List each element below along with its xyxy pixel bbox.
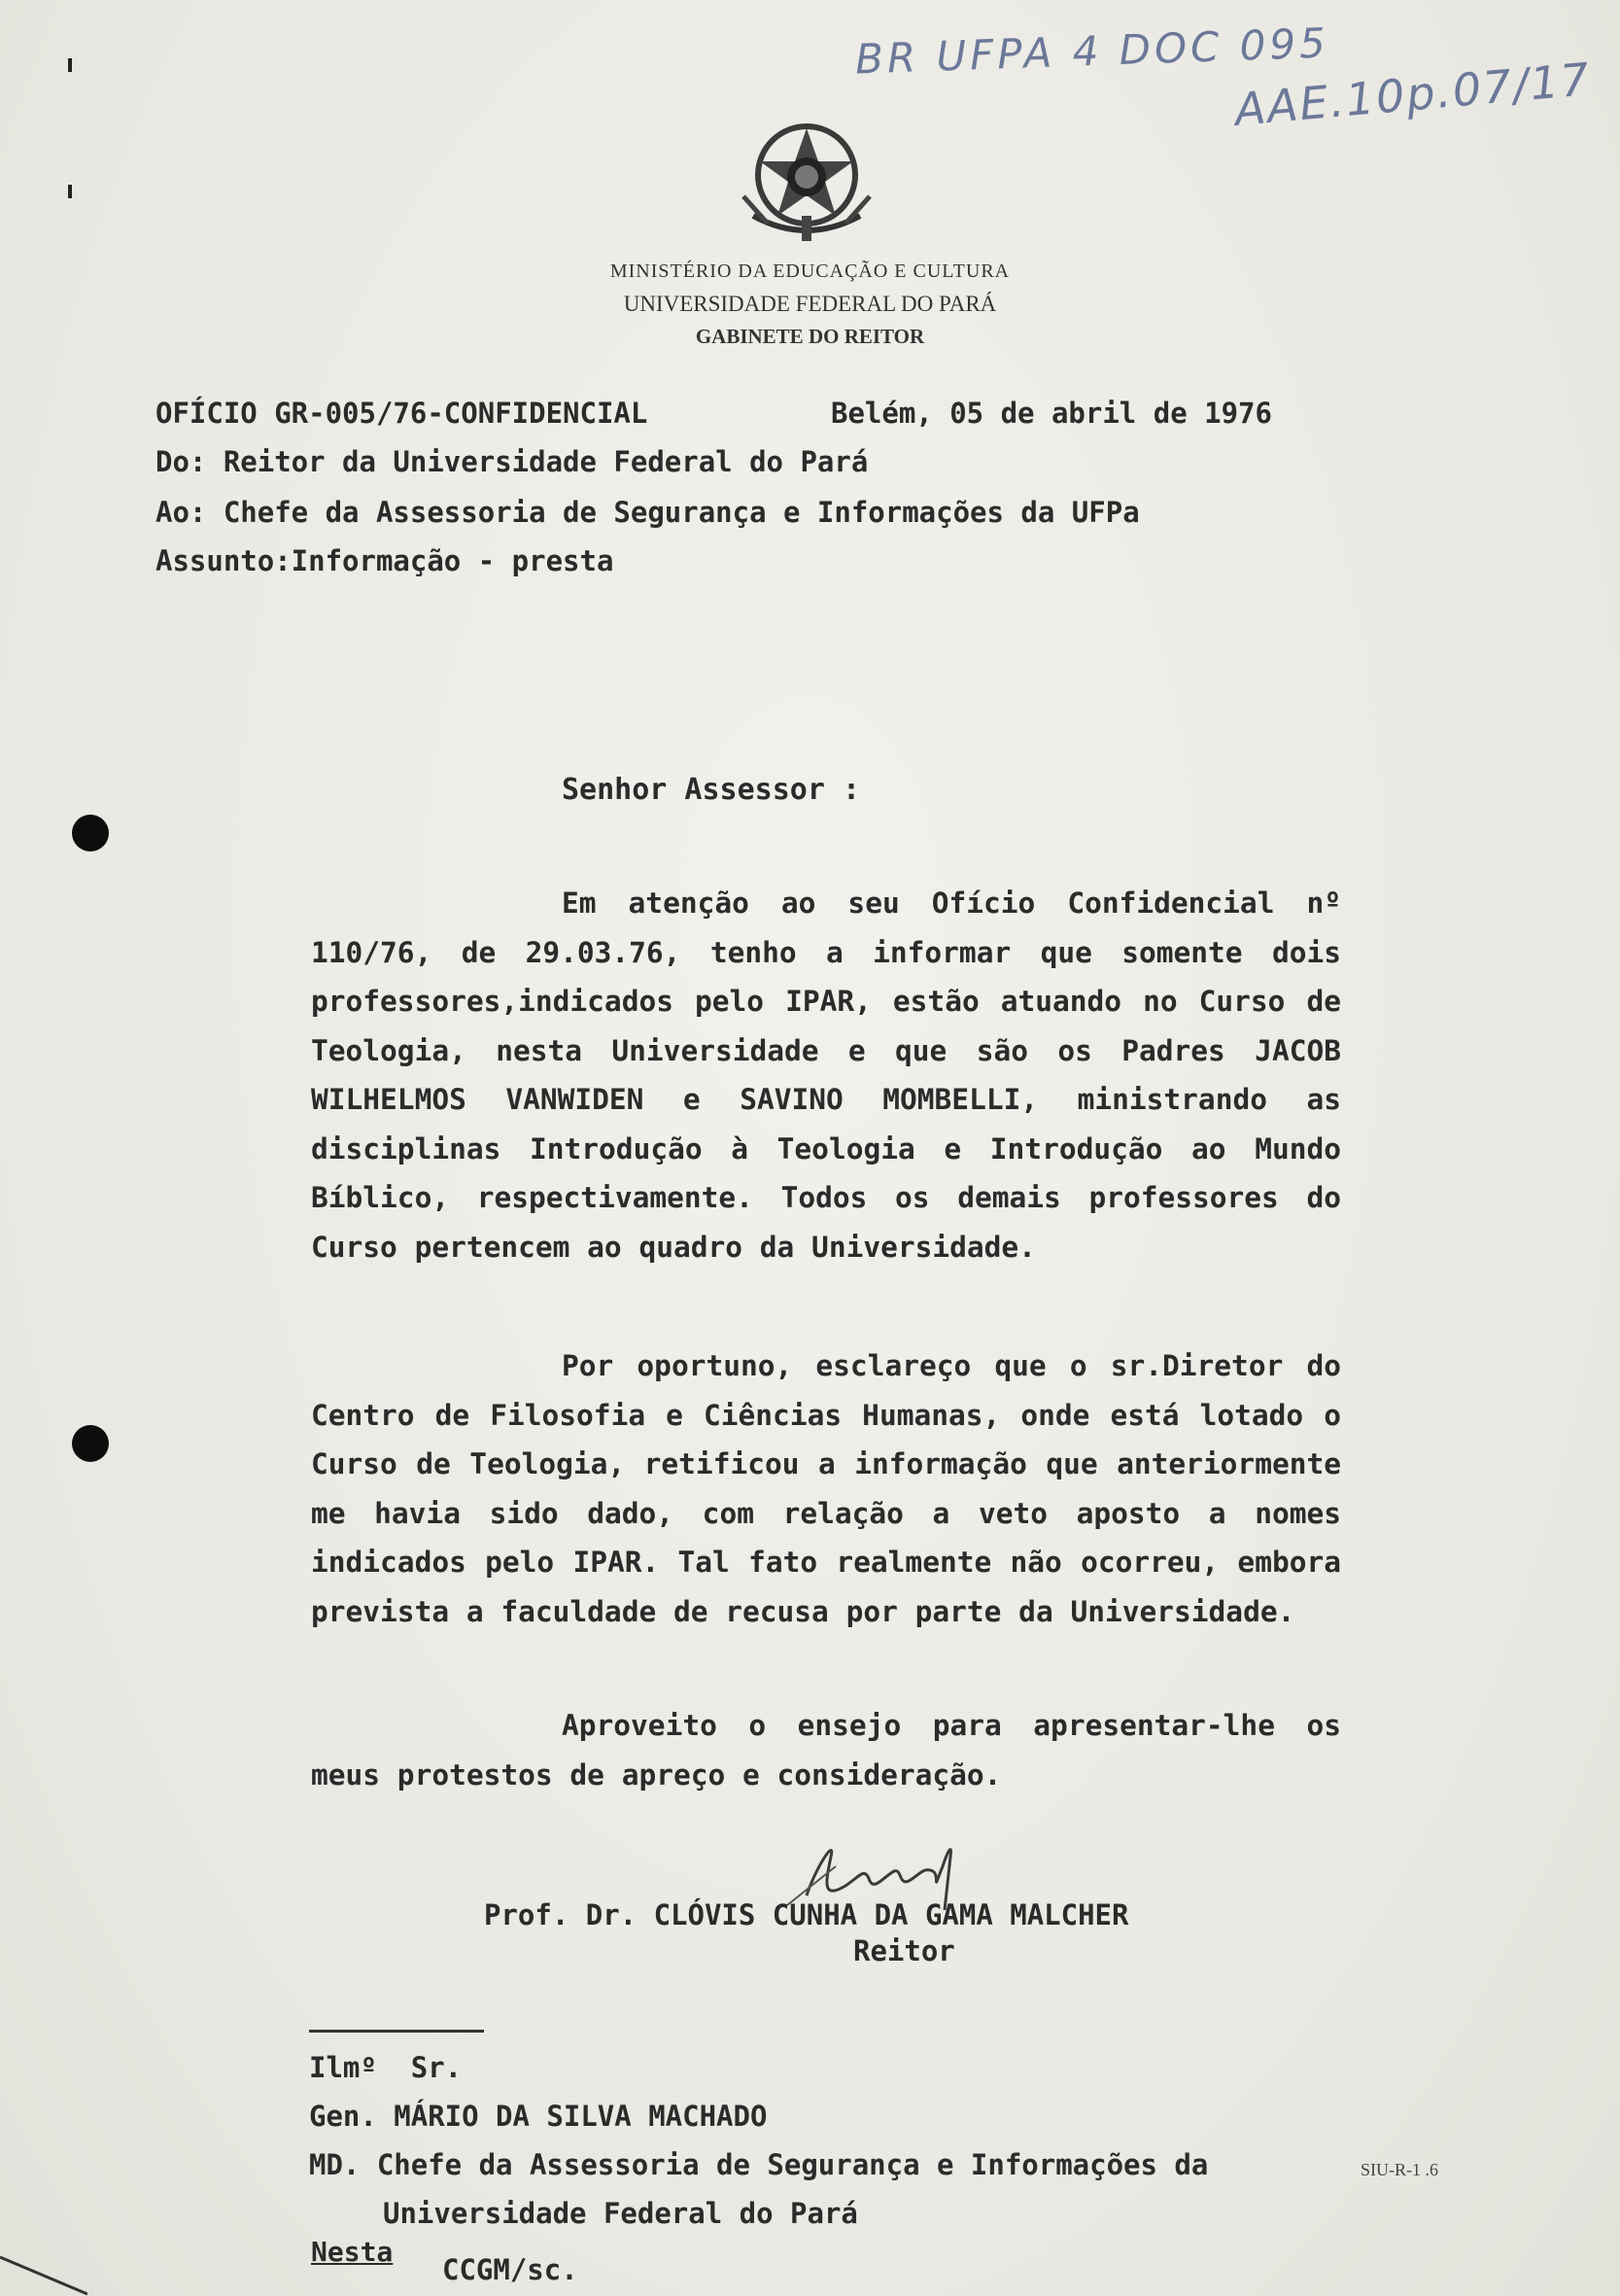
punch-hole — [72, 1425, 109, 1462]
salutation: Senhor Assessor : — [562, 773, 861, 807]
handwritten-archive-code: AAE.10p.07/17 — [1232, 52, 1594, 136]
page-fold-mark — [0, 2255, 87, 2296]
addressee-name: Gen. MÁRIO DA SILVA MACHADO — [309, 2100, 768, 2133]
scan-mark — [68, 185, 72, 198]
divider — [309, 2030, 484, 2033]
letterhead-ministry: MINISTÉRIO DA EDUCAÇÃO E CULTURA — [609, 261, 1011, 282]
typist-initials: CCGM/sc. — [442, 2253, 578, 2286]
signer-role: Reitor — [853, 1934, 955, 1967]
addressee-institution: Universidade Federal do Pará — [383, 2197, 858, 2230]
body-paragraph-2: Por oportuno, esclareço que o sr.Diretor do Centro de Filosofia e Ciências Humanas, onde está lotado o Curso de Teologia, retificou a informação que anteriormente me havia sido dado, com relação a veto aposto a nomes indicados pelo IPAR. Tal fato realmente não ocorreu, embora prevista a faculdade de recusa por parte da Universidade. — [311, 1349, 1341, 1628]
scan-mark — [68, 58, 72, 72]
subject-line: Assunto:Informação - presta — [155, 544, 614, 577]
body-paragraph-1: Em atenção ao seu Ofício Confidencial nº 110/76, de 29.03.76, tenho a informar que somente dois professores,indicados pelo IPAR, estão atuando no Curso de Teologia, nesta Universidade e que são os Padres JACOB WILHELMOS VANWIDEN e SAVINO MOMBELLI, ministrando as disciplinas Introdução à Teologia e Introdução ao Mundo Bíblico, respectivamente. Todos os demais professores do Curso pertencem ao quadro da Universidade. — [311, 887, 1341, 1264]
letterhead-university: UNIVERSIDADE FEDERAL DO PARÁ — [623, 292, 997, 316]
signer-name: Prof. Dr. CLÓVIS CUNHA DA GAMA MALCHER — [484, 1898, 1129, 1931]
handwritten-archive-reference: BR UFPA 4 DOC 095 — [854, 18, 1330, 84]
oficio-number: OFÍCIO GR-005/76-CONFIDENCIAL — [155, 397, 648, 430]
body-paragraph-3: Aproveito o ensejo para apresentar-lhe os meus protestos de apreço e consideração. — [311, 1709, 1341, 1792]
punch-hole — [72, 815, 109, 852]
recipient-line: Ao: Chefe da Assessoria de Segurança e Informações da UFPa — [155, 496, 1140, 529]
delivery-note: Nesta — [311, 2236, 394, 2268]
letterhead-office: GABINETE DO REITOR — [695, 325, 925, 348]
sender-line: Do: Reitor da Universidade Federal do Pará — [155, 445, 869, 478]
brazil-coat-of-arms-icon — [724, 119, 889, 245]
addressee-title: MD. Chefe da Assessoria de Segurança e Informações da — [309, 2148, 1209, 2181]
addressee-salutation: Ilmº Sr. — [309, 2051, 463, 2084]
form-code: SIU-R-1 .6 — [1361, 2160, 1438, 2179]
place-date: Belém, 05 de abril de 1976 — [831, 397, 1272, 430]
